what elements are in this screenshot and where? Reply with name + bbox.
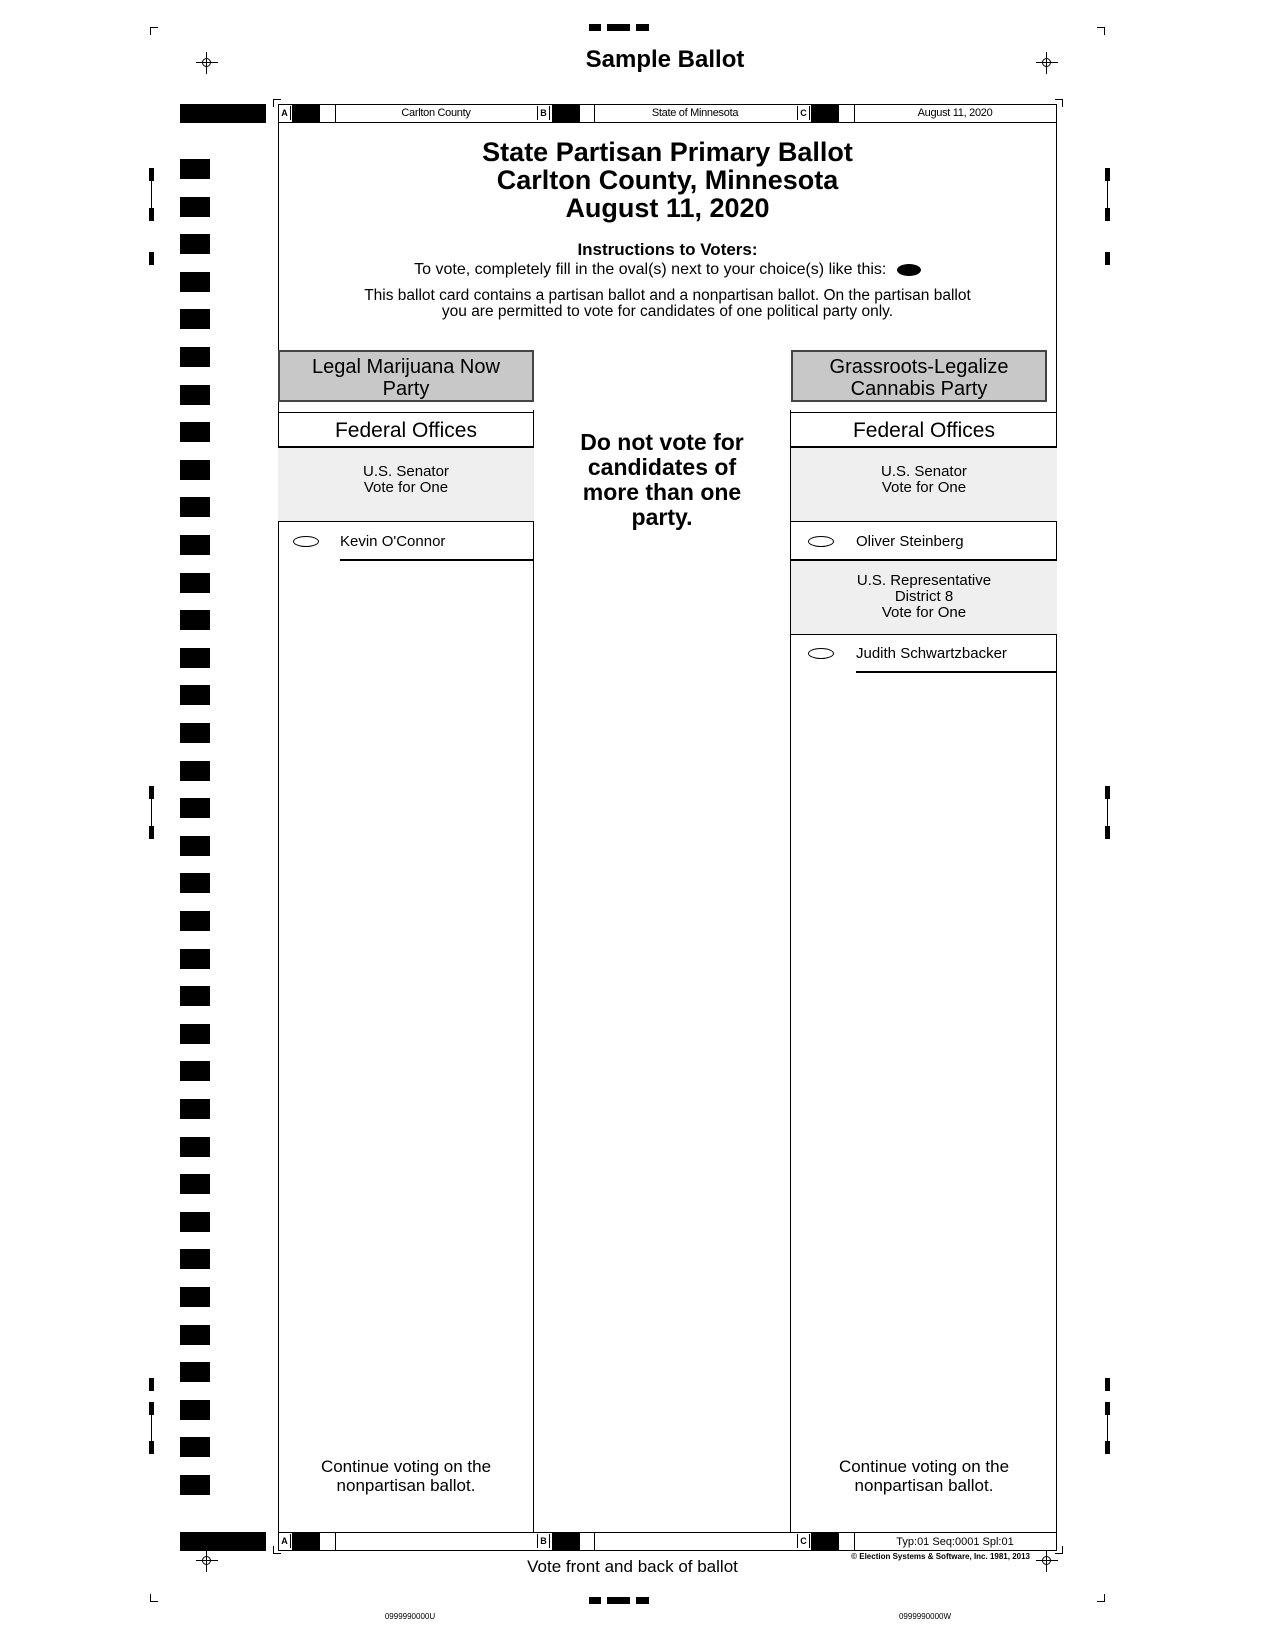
timing-mark (180, 497, 210, 517)
timing-mark (180, 761, 210, 781)
timing-mark (180, 272, 210, 292)
election-date-label: August 11, 2020 (917, 107, 993, 119)
party-name-line: Legal Marijuana Now (312, 356, 500, 378)
bottom-registration-mark (589, 1597, 649, 1604)
timing-mark (180, 836, 210, 856)
office-title: U.S. Senator (881, 463, 967, 480)
timing-mark (180, 1099, 210, 1119)
instructions-line (278, 261, 1057, 279)
office-us-representative-right (791, 561, 1057, 635)
instructions-text: To vote, completely fill in the oval(s) next to your choice(s) like this: (414, 261, 887, 278)
timing-mark (180, 949, 210, 969)
timing-mark (180, 1174, 210, 1194)
timing-mark (180, 648, 210, 668)
county-label: Carlton County (401, 107, 471, 119)
section-header-left: Federal Offices (278, 412, 534, 448)
party-name-line: Party (382, 378, 430, 400)
timing-mark (180, 573, 210, 593)
corner-mark-bottom-left (150, 1594, 158, 1602)
warning-line: Do not vote for (580, 429, 744, 455)
copyright-notice: © Election Systems & Software, Inc. 1981, 2013 (851, 1552, 1030, 1561)
vote-for-label: Vote for One (881, 604, 967, 621)
timing-mark (180, 610, 210, 630)
vote-oval-oliver-steinberg[interactable] (808, 536, 834, 547)
timing-mark (180, 159, 210, 179)
timing-mark (180, 986, 210, 1006)
corner-mark-top-right (1097, 27, 1105, 35)
ballot-type-sequence: Typ:01 Seq:0001 Spl:01 (896, 1536, 1014, 1548)
timing-mark (180, 911, 210, 931)
timing-mark (180, 385, 210, 405)
timing-mark (180, 1061, 210, 1081)
column-letter-c: C (797, 106, 810, 120)
timing-mark (180, 1325, 210, 1345)
office-title: U.S. Senator (363, 463, 449, 480)
section-header-right: Federal Offices (791, 412, 1057, 448)
timing-mark (180, 1024, 210, 1044)
ballot-title-line: Carlton County, Minnesota (496, 165, 839, 195)
filled-oval-icon (897, 264, 921, 276)
corner-mark-bottom-right (1097, 1594, 1105, 1602)
top-registration-mark (589, 24, 649, 31)
crosshair-icon (196, 1550, 218, 1572)
continue-note-right (791, 1457, 1057, 1495)
office-us-senator-right (791, 448, 1057, 522)
timing-mark (180, 1400, 210, 1420)
candidate-kevin-oconnor: Kevin O'Connor (340, 533, 446, 550)
party-name-line: Grassroots-Legalize (829, 356, 1009, 378)
instructions-text: This ballot card contains a partisan ballot and a nonpartisan ballot. On the partisan ballot (364, 287, 971, 304)
timing-mark (180, 1475, 210, 1495)
vote-front-back-note: Vote front and back of ballot (527, 1557, 738, 1576)
timing-mark (180, 1249, 210, 1269)
timing-mark (180, 535, 210, 555)
continue-text: nonpartisan ballot. (854, 1476, 994, 1495)
warning-line: party. (631, 504, 693, 530)
continue-text: Continue voting on the (320, 1457, 492, 1476)
vote-for-label: Vote for One (881, 479, 967, 496)
timing-mark (180, 197, 210, 217)
ballot-code-left: 0999990000U (384, 1612, 436, 1621)
warning-line: more than one (582, 479, 742, 505)
state-label: State of Minnesota (651, 107, 739, 119)
candidate-oliver-steinberg: Oliver Steinberg (856, 533, 964, 550)
instructions-heading: Instructions to Voters: (577, 240, 758, 259)
continue-text: nonpartisan ballot. (336, 1476, 476, 1495)
ballot-title-line: August 11, 2020 (565, 193, 770, 223)
timing-mark (180, 685, 210, 705)
continue-note-left (278, 1457, 534, 1495)
timing-mark (180, 798, 210, 818)
timing-mark (180, 460, 210, 480)
page-title: Sample Ballot (585, 46, 745, 73)
vote-oval-judith-schwartzbacker[interactable] (808, 648, 834, 659)
multi-party-warning (534, 430, 790, 530)
instructions-paragraph (278, 288, 1057, 320)
column-letter-a: A (279, 106, 291, 120)
party-name-line: Cannabis Party (850, 378, 988, 400)
timing-mark (180, 723, 210, 743)
column-letter-c: C (797, 1534, 810, 1548)
timing-mark (180, 422, 210, 442)
party-header-left (278, 350, 534, 402)
office-title: U.S. Representative (856, 572, 992, 589)
column-divider (533, 410, 534, 1532)
timing-mark (180, 1137, 210, 1157)
column-letter-b: B (537, 106, 550, 120)
instructions-text: you are permitted to vote for candidates of one political party only. (441, 303, 894, 320)
timing-mark (180, 1437, 210, 1457)
ballot-title-line: State Partisan Primary Ballot (482, 137, 853, 167)
timing-mark (180, 309, 210, 329)
timing-mark (180, 873, 210, 893)
timing-mark (180, 234, 210, 254)
corner-mark-top-left (150, 27, 158, 35)
ballot-frame (278, 104, 1057, 1551)
timing-mark (180, 1287, 210, 1307)
timing-mark (180, 1362, 210, 1382)
timing-bar-top (180, 104, 266, 123)
office-district: District 8 (894, 588, 954, 605)
party-header-right (791, 350, 1047, 402)
ballot-title (278, 138, 1057, 222)
ballot-code-right: 0999990000W (898, 1612, 952, 1621)
continue-text: Continue voting on the (838, 1457, 1010, 1476)
column-letter-b: B (537, 1534, 550, 1548)
candidate-judith-schwartzbacker: Judith Schwartzbacker (856, 645, 1007, 662)
warning-line: candidates of (587, 454, 737, 480)
timing-mark (180, 1212, 210, 1232)
vote-oval-kevin-oconnor[interactable] (293, 536, 319, 547)
office-us-senator-left (278, 448, 534, 522)
vote-for-label: Vote for One (363, 479, 449, 496)
timing-mark (180, 347, 210, 367)
timing-bar-bottom (180, 1532, 266, 1551)
column-letter-a: A (279, 1534, 291, 1548)
